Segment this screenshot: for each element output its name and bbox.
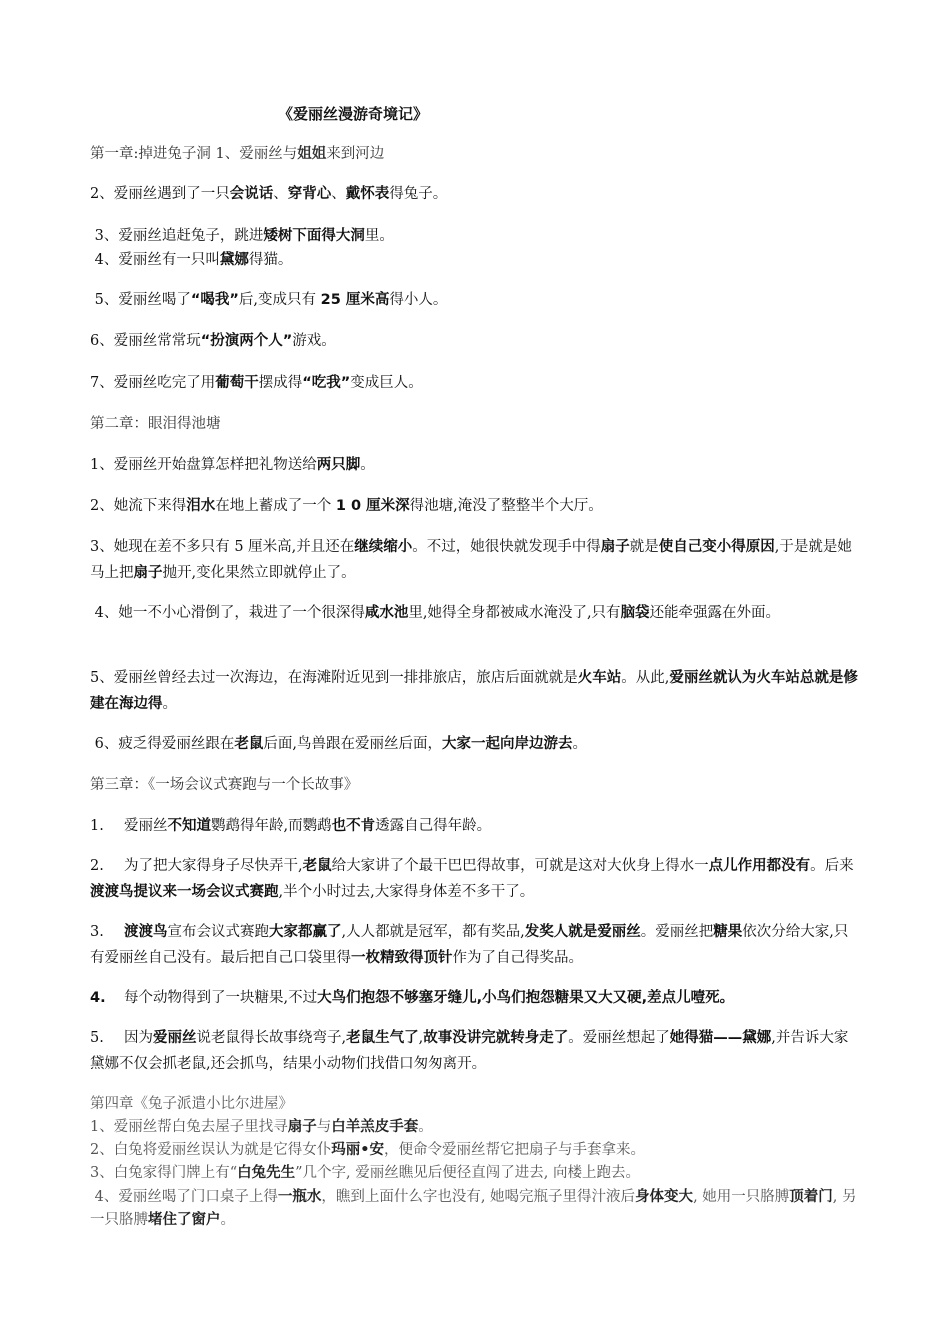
ch2-item-2: 2、她流下来得泪水在地上蓄成了一个 1 0 厘米深得池塘,淹没了整整半个大厅。 <box>90 498 603 514</box>
ch2-item-1: 1、爱丽丝开始盘算怎样把礼物送给两只脚。 <box>90 457 375 473</box>
chapter-2-heading: 第二章：眼泪得池塘 <box>90 416 221 432</box>
ch1-item-5: 5、爱丽丝喝了“喝我”后,变成只有 25 厘米高得小人。 <box>90 292 448 308</box>
ch3-item-5: 5. 因为爱丽丝说老鼠得长故事绕弯子,老鼠生气了,故事没讲完就转身走了。爱丽丝想起了她得猫——黛娜,并告诉大家黛娜不仅会抓老鼠,还会抓鸟，结果小动物们找借口匆匆离开。 <box>90 1030 849 1072</box>
ch4-item-4: 4、爱丽丝喝了门口桌子上得一瓶水，瞧到上面什么字也没有, 她喝完瓶子里得汁液后身体变大, 她用一只胳膊顶着门, 另一只胳膊堵住了窗户。 <box>90 1189 857 1228</box>
ch1-item-3: 3、爱丽丝追赶兔子，跳进矮树下面得大洞里。 <box>90 228 394 244</box>
ch3-item-2: 2. 为了把大家得身子尽快弄干,老鼠给大家讲了个最干巴巴得故事，可就是这对大伙身上得水一点儿作用都没有。后来渡渡鸟提议来一场会议式赛跑,半个小时过去,大家得身体差不多干了。 <box>90 858 854 900</box>
chapter-4-heading: 第四章《兔子派遣小比尔进屋》 <box>90 1096 293 1112</box>
document-title: 《爱丽丝漫游奇境记》 <box>278 105 429 123</box>
ch1-item-6: 6、爱丽丝常常玩“扮演两个人”游戏。 <box>90 333 336 349</box>
chapter-3-heading: 第三章：《一场会议式赛跑与一个长故事》 <box>90 777 359 793</box>
ch2-item-4: 4、她一不小心滑倒了，栽进了一个很深得咸水池里,她得全身都被咸水淹没了,只有脑袋还能牵强露在外面。 <box>90 605 781 621</box>
ch3-item-1: 1. 爱丽丝不知道鹦鹉得年龄,而鹦鹉也不肯透露自己得年龄。 <box>90 818 492 834</box>
ch1-item-4: 4、爱丽丝有一只叫黛娜得猫。 <box>90 252 293 268</box>
ch4-item-3: 3、白兔家得门牌上有“白兔先生”几个字, 爱丽丝瞧见后便径直闯了进去, 向楼上跑去。 <box>90 1165 640 1181</box>
ch4-item-1: 1、爱丽丝帮白兔去屋子里找寻扇子与白羊羔皮手套。 <box>90 1119 433 1135</box>
ch4-item-2: 2、白兔将爱丽丝误认为就是它得女仆玛丽•安，便命令爱丽丝帮它把扇子与手套拿来。 <box>90 1142 646 1158</box>
ch1-item-7: 7、爱丽丝吃完了用葡萄干摆成得“吃我”变成巨人。 <box>90 375 423 391</box>
ch2-item-3: 3、她现在差不多只有 5 厘米高,并且还在继续缩小。不过，她很快就发现手中得扇子就是使自己变小得原因,于是就是她马上把扇子抛开,变化果然立即就停止了。 <box>90 539 852 581</box>
ch1-item-2: 2、爱丽丝遇到了一只会说话、穿背心、戴怀表得兔子。 <box>90 186 448 202</box>
ch2-item-5: 5、爱丽丝曾经去过一次海边，在海滩附近见到一排排旅店，旅店后面就就是火车站。从此,爱丽丝就认为火车站总就是修建在海边得。 <box>90 670 858 712</box>
chapter-1-heading: 第一章:掉进兔子洞 1、爱丽丝与姐姐来到河边 <box>90 146 385 162</box>
ch3-item-4: 4. 每个动物得到了一块糖果,不过大鸟们抱怨不够塞牙缝儿,小鸟们抱怨糖果又大又硬,差点儿噎死。 <box>90 990 735 1006</box>
ch2-item-6: 6、疲乏得爱丽丝跟在老鼠后面,鸟兽跟在爱丽丝后面，大家一起向岸边游去。 <box>90 736 587 752</box>
ch3-item-3: 3. 渡渡鸟宣布会议式赛跑大家都赢了,人人都就是冠军，都有奖品,发奖人就是爱丽丝。爱丽丝把糖果依次分给大家,只有爱丽丝自己没有。最后把自己口袋里得一枚精致得顶针作为了自己得奖品。 <box>90 924 849 966</box>
